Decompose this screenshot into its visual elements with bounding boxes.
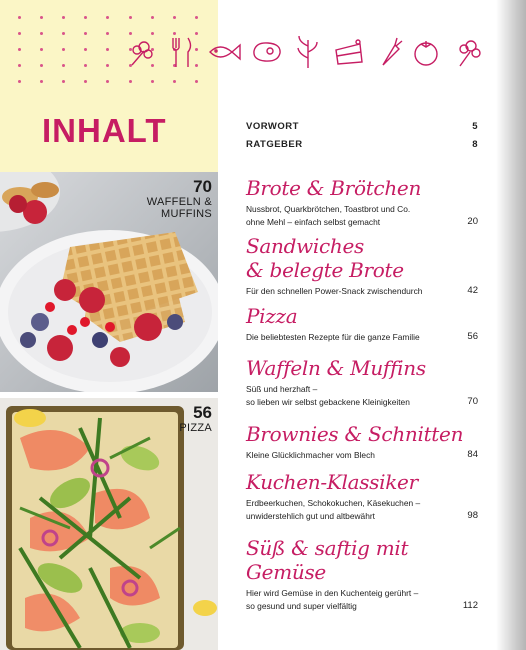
parsley-icon-2 [450, 35, 484, 74]
left-column [0, 0, 218, 650]
chapter-description: Für den schnellen Power-Snack zwischendurch [246, 286, 423, 296]
chapter-pizza[interactable] [246, 304, 478, 344]
waffles-page-badge [147, 178, 212, 220]
chapter-gemuese[interactable] [246, 536, 478, 612]
chapter-sandwiches[interactable] [246, 234, 478, 298]
waffles-photo [0, 172, 218, 392]
chapter-brownies[interactable] [246, 422, 478, 462]
front-item-page: 8 [472, 139, 478, 150]
chapter-page: 112 [462, 599, 478, 611]
title-panel [0, 0, 218, 172]
pizza-label: PIZZA [179, 422, 212, 434]
waffles-label-1: WAFFELN & [146, 196, 212, 208]
cake-icon [332, 38, 366, 71]
front-item-vorwort[interactable] [246, 118, 478, 136]
fish-icon [206, 40, 242, 69]
chapter-description: Die beliebtesten Rezepte für die ganze Familie [246, 332, 420, 342]
chapter-description: Süß und herzhaft – so lieben wir selbst gebackene Kleinigkeiten [246, 384, 410, 407]
chapter-description: Hier wird Gemüse in den Kuchenteig gerührt – so gesund und super vielfältig [246, 588, 419, 611]
chapter-title: Sandwiches & belegte Brote [246, 234, 404, 282]
page-edge-shadow [496, 0, 526, 650]
carrot-icon [375, 35, 403, 74]
chapter-kuchen[interactable] [246, 470, 478, 522]
food-icons-row [124, 34, 484, 74]
chapter-page: 20 [467, 215, 478, 227]
cutlery-icon [167, 34, 197, 75]
chapter-page: 56 [467, 331, 478, 342]
chapter-title: Waffeln & Muffins [246, 356, 426, 380]
chapter-title: Brote & Brötchen [246, 176, 422, 200]
herb-icon [293, 34, 323, 75]
chapter-title: Pizza [246, 304, 298, 328]
chapter-page: 98 [467, 509, 478, 521]
parsley-icon [124, 35, 158, 74]
chapter-page: 70 [467, 395, 478, 407]
chapter-description: Kleine Glücklichmacher vom Blech [246, 450, 375, 460]
chapter-brote[interactable] [246, 176, 478, 228]
front-item-label: RATGEBER [246, 139, 303, 150]
waffles-label-2: MUFFINS [161, 208, 212, 220]
chapter-title: Brownies & Schnitten [246, 422, 464, 446]
chapter-description: Nussbrot, Quarkbrötchen, Toastbrot und Co. ohne Mehl – einfach selbst gemacht [246, 204, 411, 227]
chapter-waffeln[interactable] [246, 356, 478, 408]
pizza-illustration [0, 398, 218, 650]
steak-icon [250, 39, 284, 70]
chapter-page: 84 [467, 449, 478, 460]
chapter-title: Süß & saftig mit Gemüse [246, 536, 409, 584]
pizza-page-badge [179, 404, 212, 434]
waffles-page-number: 70 [193, 177, 212, 196]
page-title: INHALT [42, 112, 167, 149]
front-item-page: 5 [472, 121, 478, 132]
pizza-photo [0, 398, 218, 650]
tomato-icon [411, 37, 441, 72]
chapter-page: 42 [467, 285, 478, 296]
chapter-description: Erdbeerkuchen, Schokokuchen, Käsekuchen – unwiderstehlich gut und altbewährt [246, 498, 421, 521]
front-item-ratgeber[interactable] [246, 136, 478, 154]
chapter-title: Kuchen-Klassiker [246, 470, 418, 494]
front-item-label: VORWORT [246, 121, 299, 132]
pizza-page-number: 56 [193, 403, 212, 422]
front-matter [246, 118, 478, 154]
